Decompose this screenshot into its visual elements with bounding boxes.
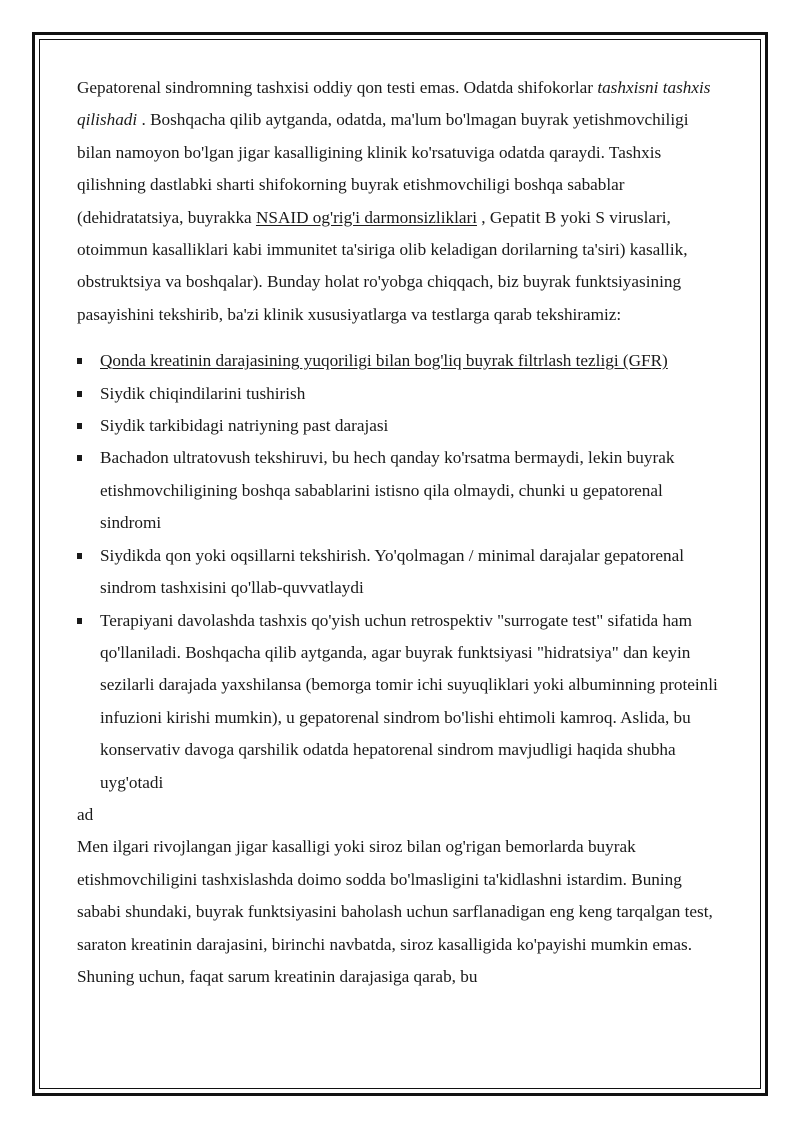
nsaid-link[interactable]: NSAID og'rig'i darmonsizliklari (255, 207, 477, 227)
closing-paragraph: Men ilgari rivojlangan jigar kasalligi yoki siroz bilan og'rigan bemorlarda buyrak etishmovchiligini tashxislashda doimo sodda bo'lmasligini ta'kidlashni istardim. Buning sababi shundaki, buyrak funktsiyasini baholash uchun sarflanadigan eng keng tarqalgan test, saraton kreatinin darajasini, birinchi navbatda, siroz kasalligida ko'payishi mumkin emas. Shuning uchun, faqat sarum kreatinin darajasiga qarab, bu (77, 837, 713, 986)
list-item (77, 605, 727, 799)
intro-text-1: Gepatorenal sindromning tashxisi oddiy qon testi emas. Odatda shifokorlar (77, 78, 598, 97)
intro-italic-text: tashxisni tashxis qilishadi (77, 78, 711, 130)
list-item-text: Siydik chiqindilarini tushirish (100, 383, 306, 403)
bullet-icon (77, 391, 82, 397)
bullet-icon (77, 423, 82, 429)
gfr-link[interactable]: Qonda kreatinin darajasining yuqoriligi bilan bog'liq buyrak filtrlash tezligi (GFR) (100, 351, 668, 371)
list-item-text: Terapiyani davolashda tashxis qo'yish uchun retrospektiv "surrogate test" sifatida ham qo'llaniladi. Boshqacha qilib aytganda, agar buyrak funktsiyasi "hidratsiya" dan keyin sezilarli darajada yaxshilansa (bemorga tomir ichi suyuqliklari yoki albuminning proteinli infuzioni kirishi mumkin), u gepatorenal sindrom bo'lishi ehtimoli kamroq. Aslida, bu konservativ davoga qarshilik odatda hepatorenal sindrom mavjudligi haqida shubha uyg'otadi (100, 610, 718, 792)
bullet-icon (77, 455, 82, 461)
intro-text-3: , Gepatit B yoki S viruslari, otoimmun kasalliklari kabi immunitet ta'siriga olib keladigan dorilarning ta'siri) kasallik, obstruktsiya va boshqalar). Bunday holat ro'yobga chiqqach, biz buyrak funktsiyasining pasayishini tekshirib, ba'zi klinik xususiyatlarga va testlarga qarab tekshiramiz: (77, 207, 688, 324)
list-item-text: Siydik tarkibidagi natriyning past darajasi (100, 416, 389, 436)
intro-paragraph (77, 72, 727, 331)
intro-text-2: . Boshqacha qilib aytganda, odatda, ma'lum bo'lmagan buyrak yetishmovchiligi bilan namoyon bo'lgan jigar kasalligining klinik ko'rsatuviga odatda qaraydi. Tashxis qilishning dastlabki sharti shifokorning buyrak etishmovchiligi boshqa sabablar (dehidratatsiya, buyrakka (77, 110, 689, 227)
bullet-icon (77, 618, 82, 624)
bullet-icon (77, 553, 82, 559)
list-item (77, 345, 727, 377)
list-item (77, 540, 727, 605)
ad-label: ad (77, 804, 94, 824)
list-item (77, 442, 727, 539)
document-body (77, 72, 727, 993)
list-item-text: Siydikda qon yoki oqsillarni tekshirish. Yo'qolmagan / minimal darajalar gepatorenal sindrom tashxisini qo'llab-quvvatlaydi (100, 545, 685, 598)
list-item-text: Bachadon ultratovush tekshiruvi, bu hech qanday ko'rsatma bermaydi, lekin buyrak etishmovchiligining boshqa sabablarini istisno qila olmaydi, chunki u gepatorenal sindromi (100, 448, 675, 533)
symptom-list (77, 345, 727, 799)
list-item (77, 378, 727, 410)
bullet-icon (77, 358, 82, 364)
list-item (77, 410, 727, 442)
